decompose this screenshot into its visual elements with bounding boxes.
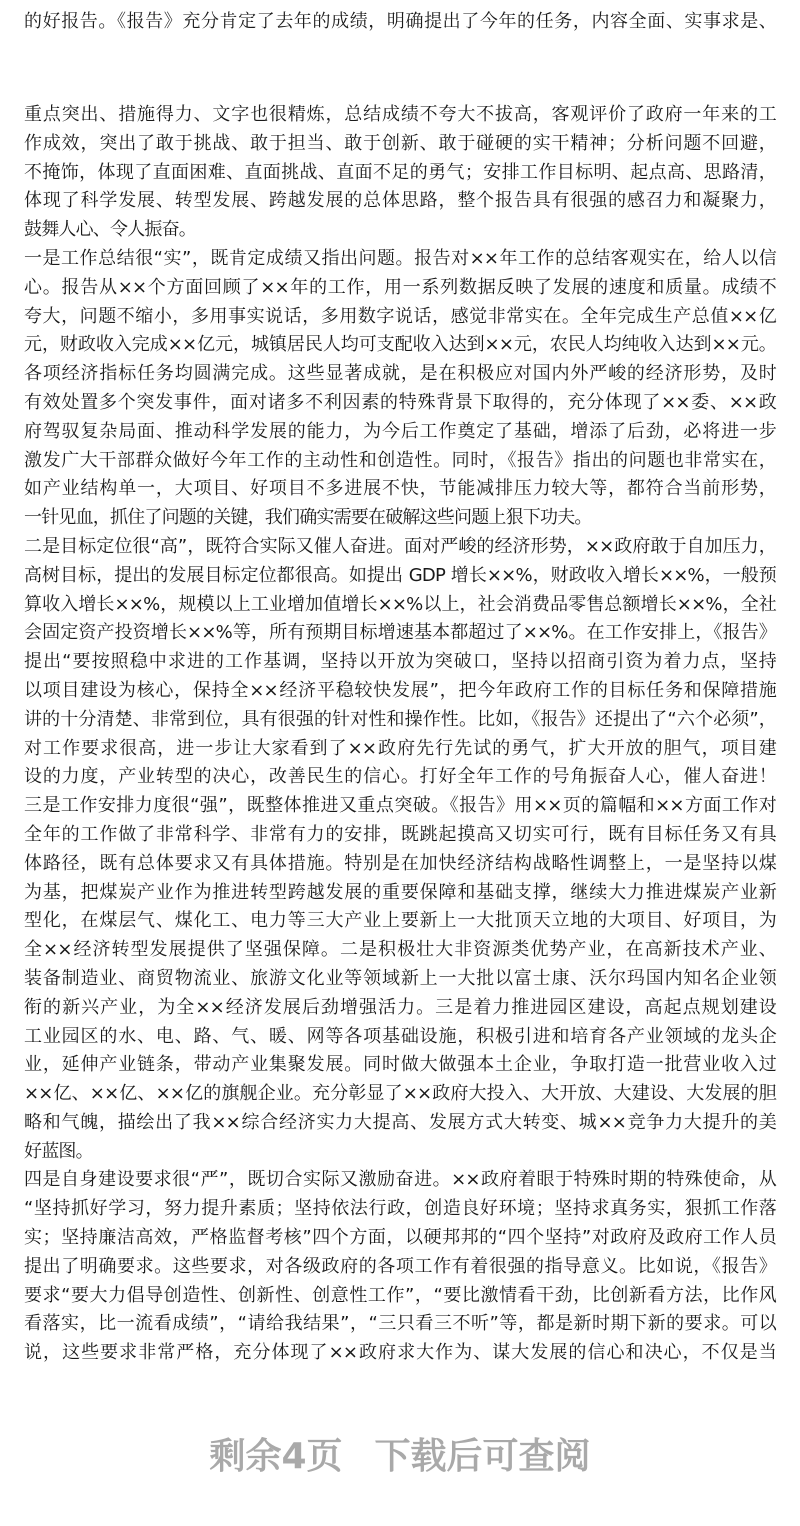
- text-line: 体路径，既有总体要求又有具体措施。特别是在加快经济结构战略性调整上，一是坚持以煤: [24, 852, 776, 874]
- text-line: 实；坚持廉洁高效，严格监督考核”四个方面，以硬邦邦的“四个坚持”对政府及政府工作人员: [24, 1227, 776, 1249]
- text-line: 二是目标定位很“高”，既符合实际又催人奋进。面对严峻的经济形势，××政府敢于自加压力，: [24, 535, 776, 557]
- text-line: 算收入增长××%，规模以上工业增加值增长××%以上，社会消费品零售总额增长××%，全社: [24, 593, 776, 615]
- text-line: 元，财政收入完成××亿元，城镇居民人均可支配收入达到××元，农民人均纯收入达到××元。: [24, 334, 776, 356]
- text-line: 各项经济指标任务均圆满完成。这些显著成就，是在积极应对国内外严峻的经济形势，及时: [24, 363, 776, 385]
- text-line: 三是工作安排力度很“强”，既整体推进又重点突破。《报告》用××页的篇幅和××方面工作对: [24, 795, 776, 817]
- text-line: 府驾驭复杂局面、推动科学发展的能力，为今后工作奠定了基础，增添了后劲，必将进一步: [24, 420, 776, 442]
- text-line: 激发广大干部群众做好今年工作的主动性和创造性。同时，《报告》指出的问题也非常实在，: [24, 449, 776, 471]
- download-prompt[interactable]: [0, 1428, 800, 1479]
- document-text-body: [24, 101, 776, 1368]
- text-line: 的好报告。《报告》充分肯定了去年的成绩，明确提出了今年的任务，内容全面、实事求是、: [24, 11, 776, 32]
- remaining-pages-label: 剩余4页: [209, 1436, 343, 1477]
- document-text-top: [24, 8, 776, 37]
- text-line: 有效处置多个突发事件，面对诸多不利因素的特殊背景下取得的，充分体现了××委、××政: [24, 391, 776, 413]
- text-line: 讲的十分清楚、非常到位，具有很强的针对性和操作性。比如，《报告》还提出了“六个必须”，: [24, 708, 776, 730]
- text-line: “坚持抓好学习，努力提升素质；坚持依法行政，创造良好环境；坚持求真务实，狠抓工作落: [24, 1198, 776, 1220]
- text-line: 会固定资产投资增长××%等，所有预期目标增速基本都超过了××%。在工作安排上，《报告》: [24, 622, 776, 644]
- text-line: 略和气魄，描绘出了我××综合经济实力大提高、发展方式大转变、城××竞争力大提升的美: [24, 1111, 776, 1133]
- text-line: 好蓝图。: [24, 1140, 93, 1162]
- text-line: 为基，把煤炭产业作为推进转型跨越发展的重要保障和基础支撑，继续大力推进煤炭产业新: [24, 881, 776, 903]
- text-line: 提出“要按照稳中求进的工作基调，坚持以开放为突破口，坚持以招商引资为着力点，坚持: [24, 651, 776, 673]
- text-line: 一是工作总结很“实”，既肯定成绩又指出问题。报告对××年工作的总结客观实在，给人以信: [24, 247, 776, 269]
- text-line: 一针见血，抓住了问题的关键，我们确实需要在破解这些问题上狠下功夫。: [24, 507, 592, 529]
- text-line: 型化，在煤层气、煤化工、电力等三大产业上要新上一大批顶天立地的大项目、好项目，为: [24, 910, 776, 932]
- text-line: 夸大，问题不缩小，多用事实说话，多用数字说话，感觉非常实在。全年完成生产总值××亿: [24, 305, 776, 327]
- text-line: 鼓舞人心、令人振奋。: [24, 219, 196, 241]
- text-line: 心。报告从××个方面回顾了××年的工作，用一系列数据反映了发展的速度和质量。成绩不: [24, 276, 776, 298]
- text-line: 要求“要大力倡导创造性、创新性、创意性工作”，“要比激情看干劲，比创新看方法，比作风: [24, 1284, 776, 1306]
- text-line: 如产业结构单一，大项目、好项目不多进展不快，节能减排压力较大等，都符合当前形势，: [24, 478, 776, 500]
- text-line: 高树目标，提出的发展目标定位都很高。如提出 GDP 增长××%，财政收入增长××%，一般预: [24, 564, 776, 586]
- text-line: 工业园区的水、电、路、气、暖、网等各项基础设施，积极引进和培育各产业领域的龙头企: [24, 1025, 776, 1047]
- text-line: 看落实，比一流看成绩”，“请给我结果”，“三只看三不听”等，都是新时期下新的要求。可以: [24, 1313, 776, 1335]
- text-line: 重点突出、措施得力、文字也很精炼，总结成绩不夸大不拔高，客观评价了政府一年来的工: [24, 104, 776, 125]
- text-line: 四是自身建设要求很“严”，既切合实际又激励奋进。××政府着眼于特殊时期的特殊使命，从: [24, 1169, 776, 1191]
- text-line: 说，这些要求非常严格，充分体现了××政府求大作为、谋大发展的信心和决心，不仅是当: [24, 1342, 776, 1364]
- text-line: 设的力度，产业转型的决心，改善民生的信心。打好全年工作的号角振奋人心，催人奋进！: [24, 766, 776, 788]
- download-hint-label: 下载后可查阅: [374, 1436, 591, 1477]
- text-line: 以项目建设为核心，保持全××经济平稳较快发展”，把今年政府工作的目标任务和保障措施: [24, 679, 776, 701]
- text-line: ××亿、××亿、××亿的旗舰企业。充分彰显了××政府大投入、大开放、大建设、大发展的胆: [24, 1083, 776, 1105]
- text-line: 全××经济转型发展提供了坚强保障。二是积极壮大非资源类优势产业，在高新技术产业、: [24, 939, 776, 961]
- text-line: 衔的新兴产业，为全××经济发展后劲增强活力。三是着力推进园区建设，高起点规划建设: [24, 996, 776, 1018]
- text-line: 体现了科学发展、转型发展、跨越发展的总体思路，整个报告具有很强的感召力和凝聚力，: [24, 190, 776, 212]
- text-line: 全年的工作做了非常科学、非常有力的安排，既跳起摸高又切实可行，既有目标任务又有具: [24, 823, 776, 845]
- text-line: 对工作要求很高，进一步让大家看到了××政府先行先试的勇气，扩大开放的胆气，项目建: [24, 737, 776, 759]
- text-line: 作成效，突出了敢于挑战、敢于担当、敢于创新、敢于碰硬的实干精神；分析问题不回避，: [24, 132, 776, 154]
- text-line: 业，延伸产业链条，带动产业集聚发展。同时做大做强本土企业，争取打造一批营业收入过: [24, 1054, 776, 1076]
- text-line: 不掩饰，体现了直面困难、直面挑战、直面不足的勇气；安排工作目标明、起点高、思路清，: [24, 161, 776, 183]
- text-line: 提出了明确要求。这些要求，对各级政府的各项工作有着很强的指导意义。比如说，《报告》: [24, 1255, 776, 1277]
- text-line: 装备制造业、商贸物流业、旅游文化业等领域新上一大批以富士康、沃尔玛国内知名企业领: [24, 967, 776, 989]
